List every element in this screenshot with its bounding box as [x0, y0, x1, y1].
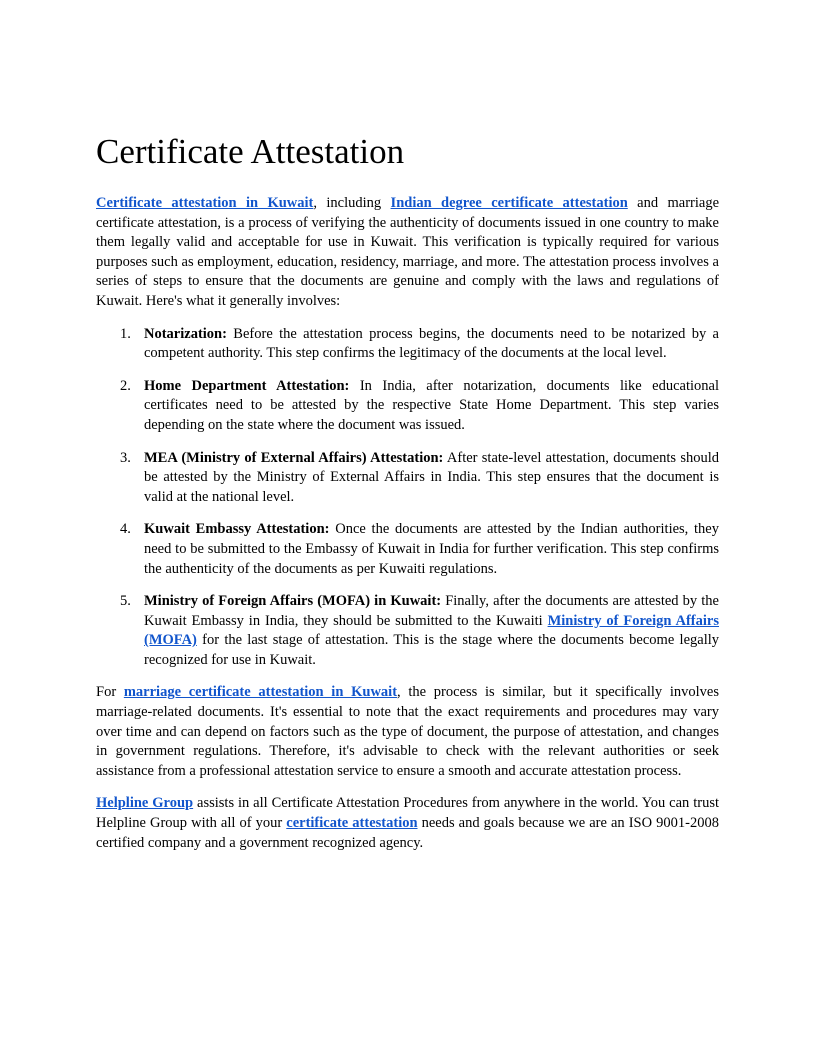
marriage-text-0: For [96, 684, 124, 701]
link-indian-degree-attestation[interactable]: Indian degree certificate attestation [390, 195, 628, 211]
step-text: In India, after notarization, documents like educational certificates need to be attested by the respective State Home Department. This step varies depending on the state where the document was issued. [144, 377, 720, 433]
step-text: After state-level attestation, documents should be attested by the Ministry of External Affairs in India. This step ensures that the document is valid at the national level. [144, 449, 719, 505]
link-helpline-group[interactable]: Helpline Group [96, 795, 194, 812]
helpline-text-2: needs and goals because we are an ISO 9001-2008 certified company and a government recognized agency. [96, 815, 719, 851]
step-number: 1. [120, 325, 131, 342]
intro-text-1: , including [313, 195, 391, 211]
step-item [96, 592, 719, 670]
step-item [96, 325, 719, 364]
step-number: 4. [120, 521, 131, 538]
document-page [96, 126, 719, 853]
step-item [96, 377, 719, 436]
step-text-2: for the last stage of attestation. This is the stage where the documents become legally recognized for use in Kuwait. [144, 632, 719, 668]
step-number: 5. [120, 593, 131, 610]
helpline-paragraph [96, 794, 719, 853]
link-marriage-certificate-attestation[interactable]: marriage certificate attestation in Kuwait [123, 684, 398, 701]
link-ministry-foreign-affairs[interactable]: Ministry of Foreign Affairs (MOFA) [144, 612, 719, 649]
step-item [96, 449, 719, 508]
step-heading: MEA (Ministry of External Affairs) Attestation: [144, 449, 444, 466]
step-heading: Ministry of Foreign Affairs (MOFA) in Kuwait: [144, 593, 442, 610]
step-text: Once the documents are attested by the Indian authorities, they need to be submitted to the Embassy of Kuwait in India for further verification. This step confirms the authenticity of the documents as per Kuwaiti regulations. [144, 521, 719, 577]
step-number: 3. [120, 449, 131, 466]
helpline-text-1: assists in all Certificate Attestation Procedures from anywhere in the world. You can trust Helpline Group with all of your [96, 795, 719, 832]
marriage-paragraph [96, 683, 719, 781]
step-heading: Kuwait Embassy Attestation: [144, 521, 330, 538]
link-certificate-attestation[interactable]: certificate attestation [286, 815, 418, 832]
intro-text-2: and marriage certificate attestation, is a process of verifying the authenticity of documents issued in one country to make them legally valid and acceptable for use in Kuwait. This verification is typically required for various purposes such as employment, education, residency, marriage, and more. The attestation process involves a series of steps to ensure that the documents are genuine and comply with the laws and regulations of Kuwait. Here's what it generally involves: [96, 195, 720, 309]
steps-list [96, 325, 719, 671]
page-title: Certificate Attestation [96, 132, 405, 171]
step-item [96, 520, 719, 579]
step-number: 2. [120, 377, 131, 394]
step-text: Finally, after the documents are attested by the Kuwait Embassy in India, they should be submitted to the Kuwaiti [144, 593, 719, 629]
step-text: Before the attestation process begins, the documents need to be notarized by a competent authority. This step confirms the legitimacy of the documents at the local level. [144, 325, 719, 362]
link-certificate-attestation-kuwait[interactable]: Certificate attestation in Kuwait [96, 195, 314, 211]
step-heading: Notarization: [144, 325, 227, 342]
marriage-text-1: , the process is similar, but it specifically involves marriage-related documents. It's essential to note that the exact requirements and procedures may vary over time and can depend on factors such as the type of document, the purpose of attestation, and changes in government regulations. Therefore, it's advisable to check with the relevant authorities or seek assistance from a professional attestation service to ensure a smooth and accurate attestation process. [96, 684, 719, 779]
step-heading: Home Department Attestation: [144, 377, 350, 394]
intro-paragraph [96, 194, 719, 312]
